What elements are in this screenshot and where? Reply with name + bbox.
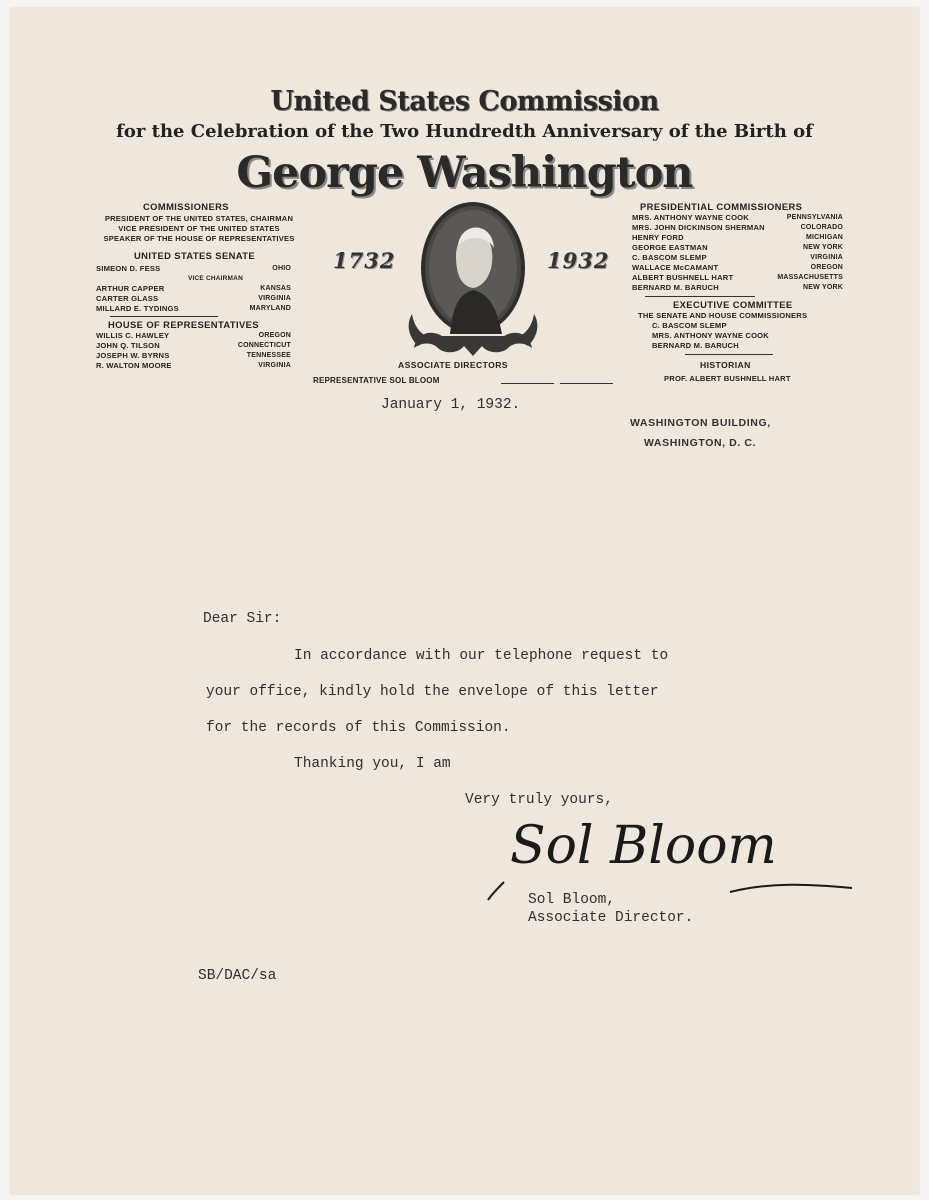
historian-heading: HISTORIAN: [700, 360, 751, 370]
signer-name: Sol Bloom,: [528, 892, 616, 908]
address-line-2: WASHINGTON, D. C.: [644, 437, 757, 449]
closing: Very truly yours,: [465, 792, 613, 808]
body-line: your office, kindly hold the envelope of this letter: [206, 684, 659, 700]
house-list: [96, 331, 291, 371]
commissioner-line: PRESIDENT OF THE UNITED STATES, CHAIRMAN: [104, 214, 294, 223]
commissioner-line: SPEAKER OF THE HOUSE OF REPRESENTATIVES: [103, 234, 295, 243]
house-row: JOHN Q. TILSON CONNECTICUT: [96, 341, 291, 350]
associate-director-name: REPRESENTATIVE SOL BLOOM: [313, 376, 440, 385]
body-line: In accordance with our telephone request to: [294, 648, 669, 664]
birth-year: 1732: [333, 248, 396, 273]
vice-chairman-label: VICE CHAIRMAN: [188, 275, 243, 282]
letter-date: January 1, 1932.: [381, 397, 521, 413]
presidential-row: MRS. JOHN DICKINSON SHERMAN COLORADO: [632, 223, 843, 232]
senate-heading: UNITED STATES SENATE: [134, 250, 256, 261]
house-row: JOSEPH W. BYRNS TENNESSEE: [96, 351, 291, 360]
senate-row: CARTER GLASS VIRGINIA: [96, 294, 291, 303]
divider: [110, 316, 218, 317]
senate-row: ARTHUR CAPPER KANSAS: [96, 284, 291, 293]
body-line: for the records of this Commission.: [206, 720, 511, 736]
commissioners-list: [84, 214, 314, 244]
house-heading: HOUSE OF REPRESENTATIVES: [108, 319, 259, 330]
presidential-list: [632, 213, 843, 293]
executive-line: THE SENATE AND HOUSE COMMISSIONERS: [638, 311, 808, 320]
letterhead-name: George Washington: [236, 148, 693, 198]
letterhead-subtitle: for the Celebration of the Two Hundredth Anniversary of the Birth of: [116, 121, 813, 142]
handwritten-signature: Sol Bloom: [510, 816, 777, 876]
blank-line: [501, 383, 554, 384]
house-row: R. WALTON MOORE VIRGINIA: [96, 361, 291, 370]
senate-list: [96, 264, 291, 314]
anniversary-year: 1932: [547, 248, 610, 273]
signer-title: Associate Director.: [528, 910, 694, 926]
presidential-row: HENRY FORD MICHIGAN: [632, 233, 843, 242]
presidential-row: BERNARD M. BARUCH NEW YORK: [632, 283, 843, 292]
divider: [645, 296, 755, 297]
presidential-heading: PRESIDENTIAL COMMISSIONERS: [640, 201, 803, 212]
senate-row: MILLARD E. TYDINGS MARYLAND: [96, 304, 291, 313]
presidential-row: C. BASCOM SLEMP VIRGINIA: [632, 253, 843, 262]
letter-page: [10, 8, 919, 1194]
presidential-row: ALBERT BUSHNELL HART MASSACHUSETTS: [632, 273, 843, 282]
thanks-line: Thanking you, I am: [294, 756, 451, 772]
blank-line: [560, 383, 613, 384]
divider: [685, 354, 773, 355]
presidential-row: MRS. ANTHONY WAYNE COOK PENNSYLVANIA: [632, 213, 843, 222]
historian-name: PROF. ALBERT BUSHNELL HART: [664, 374, 791, 383]
senate-row: SIMEON D. FESS OHIO: [96, 264, 291, 273]
commissioner-line: VICE PRESIDENT OF THE UNITED STATES: [118, 224, 280, 233]
executive-line: BERNARD M. BARUCH: [652, 341, 739, 350]
reference-initials: SB/DAC/sa: [198, 968, 277, 984]
executive-line: MRS. ANTHONY WAYNE COOK: [652, 331, 769, 340]
presidential-row: WALLACE McCAMANT OREGON: [632, 263, 843, 272]
house-row: WILLIS C. HAWLEY OREGON: [96, 331, 291, 340]
executive-list: [628, 311, 848, 351]
presidential-row: GEORGE EASTMAN NEW YORK: [632, 243, 843, 252]
address-line-1: WASHINGTON BUILDING,: [630, 417, 771, 429]
executive-heading: EXECUTIVE COMMITTEE: [673, 299, 793, 310]
salutation: Dear Sir:: [203, 611, 282, 627]
executive-line: C. BASCOM SLEMP: [652, 321, 727, 330]
washington-portrait-vignette: [398, 196, 548, 361]
associate-directors-heading: ASSOCIATE DIRECTORS: [398, 360, 508, 370]
commissioners-heading: COMMISSIONERS: [143, 201, 229, 212]
letterhead-title: United States Commission: [270, 86, 659, 117]
